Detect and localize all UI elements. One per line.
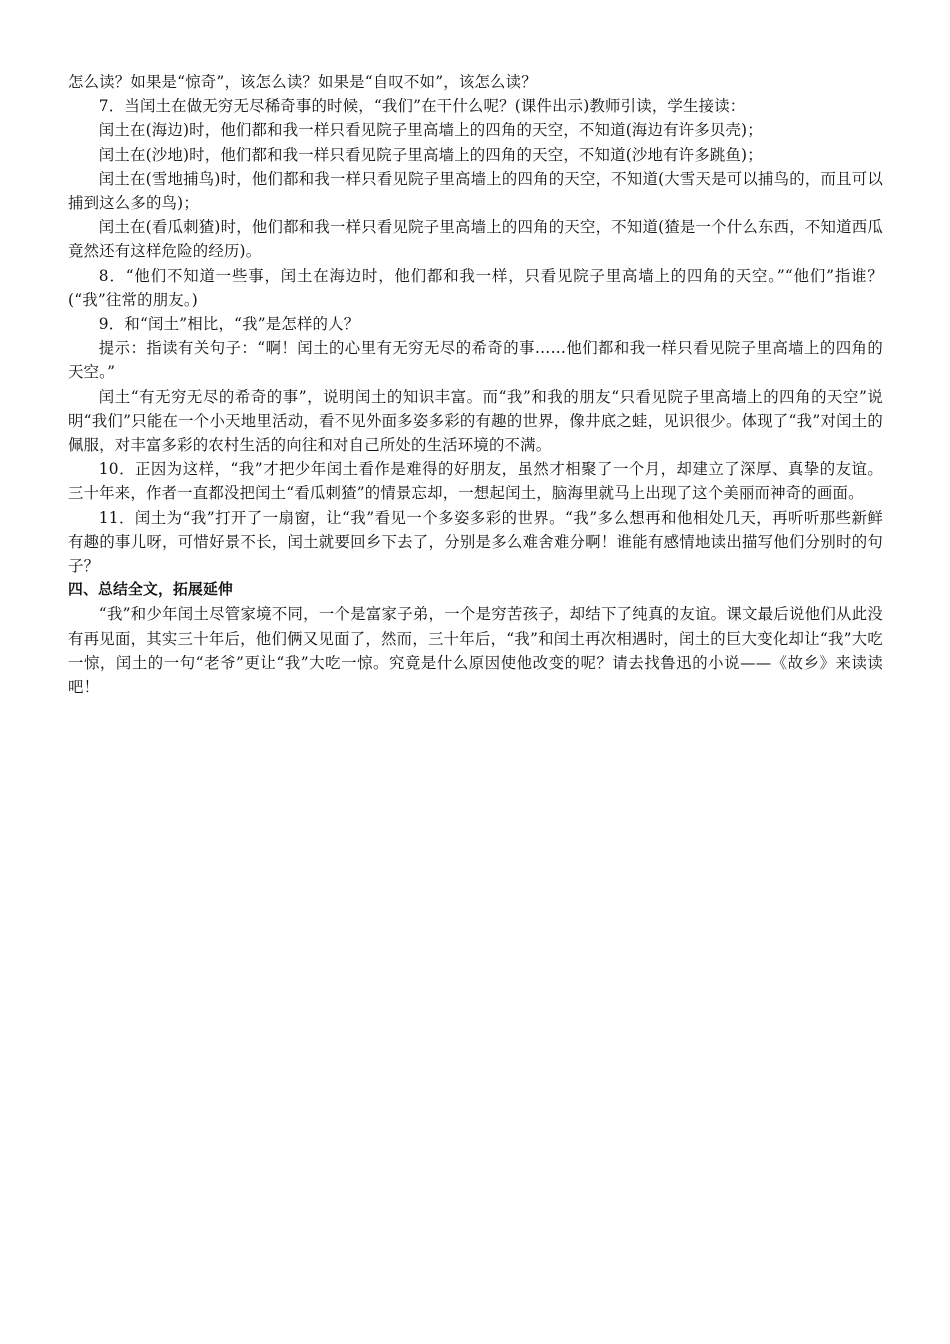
paragraph: 9．和“闰土”相比，“我”是怎样的人？ <box>98 315 360 334</box>
paragraph: 闰土在(沙地)时，他们都和我一样只看见院子里高墙上的四角的天空，不知道(沙地有许多跳鱼)； <box>98 145 763 164</box>
paragraph: 7．当闰土在做无穷无尽稀奇事的时候，“我们”在干什么呢？(课件出示)教师引读，学生接读： <box>98 97 746 116</box>
section-heading: 四、总结全文，拓展延伸 <box>68 581 233 599</box>
paragraph: 11．闰土为“我”打开了一扇窗，让“我”看见一个多姿多彩的世界。“我”多么想再和他相处几天，再听听那些新鲜有趣的事儿呀，可惜好景不长，闰土就要回乡下去了，分别是多么难舍难分啊！谁能有感情地读出描写他们分别时的句子？ <box>68 508 883 576</box>
paragraph: 提示：指读有关句子：“啊！闰土的心里有无穷无尽的希奇的事……他们都和我一样只看见院子里高墙上的四角的天空。” <box>68 339 883 382</box>
paragraph: 怎么读？如果是“惊奇”，该怎么读？如果是“自叹不如”，该怎么读？ <box>68 73 537 91</box>
paragraph: 闰土在(海边)时，他们都和我一样只看见院子里高墙上的四角的天空，不知道(海边有许多贝壳)； <box>98 121 763 140</box>
paragraph: 10．正因为这样，“我”才把少年闰土看作是难得的好朋友，虽然才相聚了一个月，却建立了深厚、真挚的友谊。三十年来，作者一直都没把闰土“看瓜刺猹”的情景忘却，一想起闰土，脑海里就马上出现了这个美丽而神奇的画面。 <box>68 460 883 503</box>
paragraph: 闰土“有无穷无尽的希奇的事”，说明闰土的知识丰富。而“我”和我的朋友“只看见院子里高墙上的四角的天空”说明“我们”只能在一个小天地里活动，看不见外面多姿多彩的有趣的世界，像井底之蛙，见识很少。体现了“我”对闰土的佩服，对丰富多彩的农村生活的向往和对自己所处的生活环境的不满。 <box>68 387 883 455</box>
paragraph: 闰土在(看瓜刺猹)时，他们都和我一样只看见院子里高墙上的四角的天空，不知道(猹是一个什么东西，不知道西瓜竟然还有这样危险的经历)。 <box>68 218 883 261</box>
closing-paragraph: “我”和少年闰土尽管家境不同，一个是富家子弟，一个是穷苦孩子，却结下了纯真的友谊。课文最后说他们从此没有再见面，其实三十年后，他们俩又见面了，然而，三十年后，“我”和闰土再次相遇时，闰土的巨大变化却让“我”大吃一惊，闰土的一句“老爷”更让“我”大吃一惊。究竟是什么原因使他改变的呢？请去找鲁迅的小说——《故乡》来读读吧！ <box>68 605 883 697</box>
document-page <box>68 70 883 699</box>
paragraph: 8．“他们不知道一些事，闰土在海边时，他们都和我一样，只看见院子里高墙上的四角的天空。”“他们”指谁？(“我”往常的朋友。) <box>68 266 883 309</box>
paragraph: 闰土在(雪地捕鸟)时，他们都和我一样只看见院子里高墙上的四角的天空，不知道(大雪天是可以捕鸟的，而且可以捕到这么多的鸟)； <box>68 169 883 213</box>
